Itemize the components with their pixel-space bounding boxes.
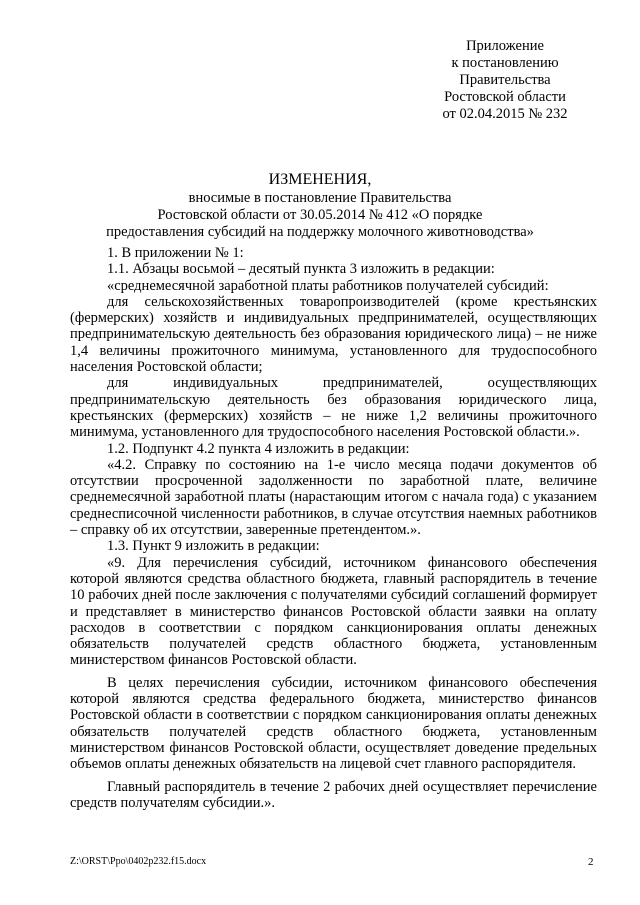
document-title [100, 170, 540, 241]
paragraph: «4.2. Справку по состоянию на 1-е число месяца подачи документов об отсутствии просроченной задолженности по заработной плате, величине среднемесячной заработной платы (нарастающим итогом с начала года) с указанием среднесписочной численности работников, в случае отсутствия наемных работников – справку об их отсутствии, заверенные претендентом.». [70, 456, 597, 539]
title-heading: ИЗМЕНЕНИЯ, [268, 171, 372, 188]
paragraph: для сельскохозяйственных товаропроизводителей (кроме крестьянских (фермерских) хозяйств и индивидуальных предпринимателей, осуществляющих предпринимательскую деятельность без образования юридического лица) – не ниже 1,4 величины прожиточного минимума, установленного для трудоспособного населения Ростовской области; [70, 293, 597, 376]
paragraph: 1. В приложении № 1: [107, 245, 244, 261]
page-number: 2 [588, 856, 594, 868]
appendix-line: Ростовской области [444, 89, 566, 105]
appendix-line: Правительства [459, 72, 551, 88]
paragraph: В целях перечисления субсидии, источником финансового обеспечения которой являются средства федерального бюджета, министерство финансов Ростовской области в соответствии с порядком санкционирования оплаты денежных обязательств получателей средств областного бюджета, установленным министерством финансов Ростовской области, осуществляет доведение предельных объемов оплаты денежных обязательств на лицевой счет главного распорядителя. [70, 674, 597, 773]
footer-file-path: Z:\ORST\Ppo\0402p232.f15.docx [70, 856, 207, 867]
paragraph: 1.1. Абзацы восьмой – десятый пункта 3 изложить в редакции: [107, 261, 495, 278]
paragraph: «9. Для перечисления субсидий, источником финансового обеспечения которой являются средства областного бюджета, главный распорядитель в течение 10 рабочих дней после заключения с получателями субсидий соглашений формирует и представляет в министерство финансов Ростовской области заявки на оплату расходов в соответствии с порядком санкционирования оплаты денежных обязательств получателей средств областного бюджета, установленным министерством финансов Ростовской области. [70, 554, 597, 669]
document-body [70, 245, 597, 811]
appendix-line: к постановлению [451, 55, 559, 71]
appendix-reference [420, 38, 590, 123]
paragraph: «среднемесячной заработной платы работников получателей субсидий: [107, 277, 549, 294]
paragraph: 1.2. Подпункт 4.2 пункта 4 изложить в редакции: [107, 440, 410, 457]
title-line: предоставления субсидий на поддержку молочного животноводства» [106, 224, 534, 240]
appendix-line: от 02.04.2015 № 232 [442, 106, 568, 122]
appendix-line: Приложение [466, 38, 544, 54]
title-line: Ростовской области от 30.05.2014 № 412 «О порядке [157, 207, 483, 223]
paragraph: 1.3. Пункт 9 изложить в редакции: [107, 538, 320, 555]
title-line: вносимые в постановление Правительства [188, 190, 452, 206]
paragraph: Главный распорядитель в течение 2 рабочих дней осуществляет перечисление средств получателям субсидии.». [70, 778, 597, 811]
paragraph: для индивидуальных предпринимателей, осуществляющих предпринимательскую деятельность без образования юридического лица, крестьянских (фермерских) хозяйств – не ниже 1,2 величины прожиточного минимума, установленного для трудоспособного населения Ростовской области.». [70, 375, 597, 441]
